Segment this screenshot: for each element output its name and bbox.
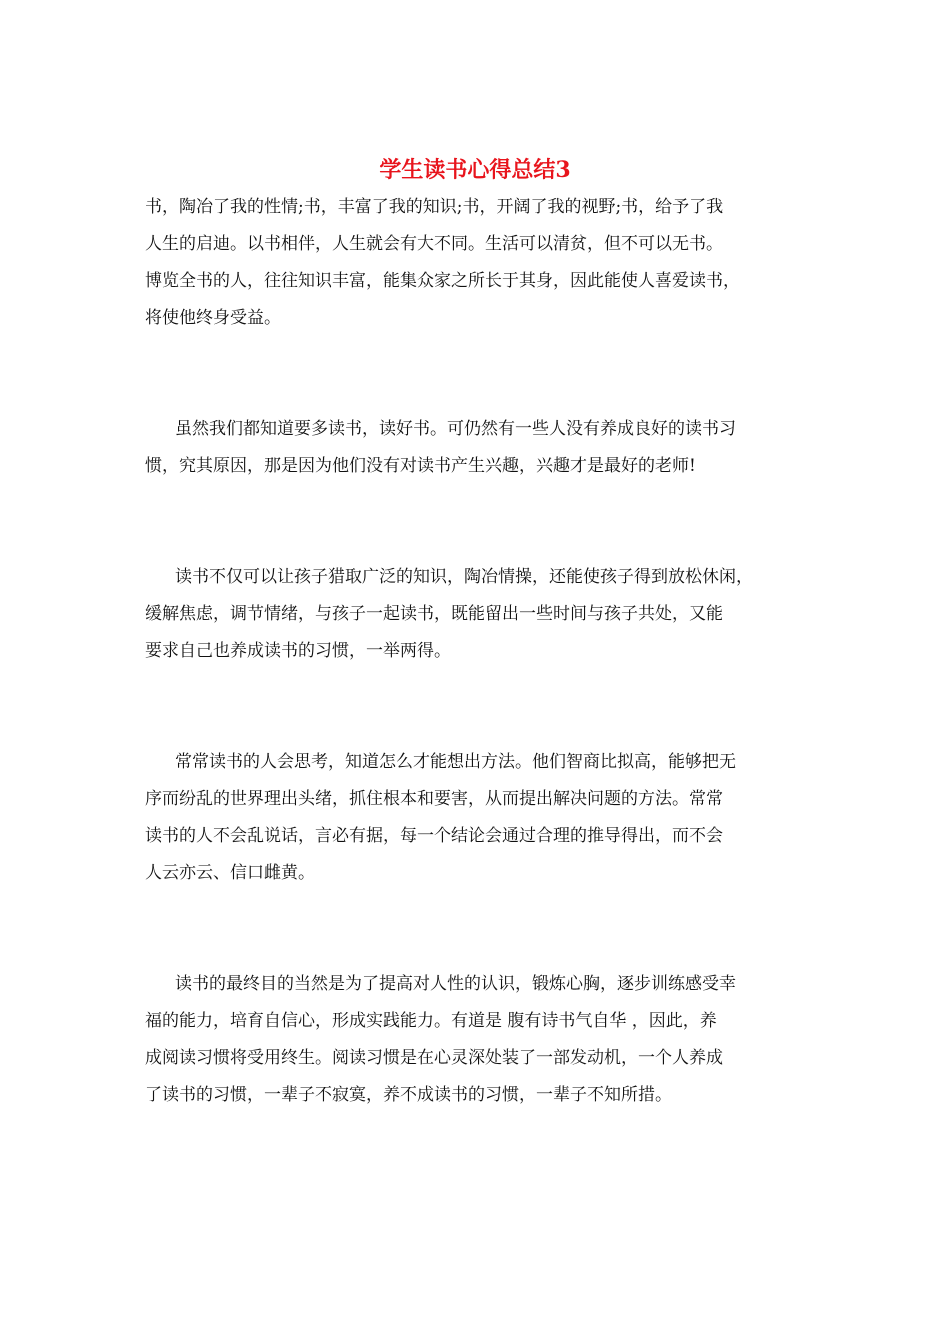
document-body xyxy=(145,189,805,1114)
text-line: 将使他终身受益。 xyxy=(145,308,281,328)
text-line: 常常读书的人会思考，知道怎么才能想出方法。他们智商比拟高，能够把无 xyxy=(175,752,736,772)
text-line: 书，陶冶了我的性情;书，丰富了我的知识;书，开阔了我的视野;书，给予了我 xyxy=(145,197,724,217)
text-line: 惯，究其原因，那是因为他们没有对读书产生兴趣，兴趣才是最好的老师! xyxy=(145,456,696,476)
text-line: 人生的启迪。以书相伴，人生就会有大不同。生活可以清贫，但不可以无书。 xyxy=(145,234,723,254)
text-line: 缓解焦虑，调节情绪，与孩子一起读书，既能留出一些时间与孩子共处，又能 xyxy=(145,604,723,624)
paragraph-4 xyxy=(145,744,805,892)
paragraph-1 xyxy=(145,189,805,337)
text-line: 福的能力，培育自信心，形成实践能力。有道是 腹有诗书气自华 ，因此，养 xyxy=(145,1011,717,1031)
paragraph-5 xyxy=(145,966,805,1114)
paragraph-3 xyxy=(145,559,805,670)
text-line: 成阅读习惯将受用终生。阅读习惯是在心灵深处装了一部发动机，一个人养成 xyxy=(145,1048,723,1068)
paragraph-2 xyxy=(145,411,805,485)
text-line: 序而纷乱的世界理出头绪，抓住根本和要害，从而提出解决问题的方法。常常 xyxy=(145,789,723,809)
text-line: 读书的人不会乱说话，言必有据，每一个结论会通过合理的推导得出，而不会 xyxy=(145,826,723,846)
text-line: 人云亦云、信口雌黄。 xyxy=(145,863,315,883)
text-line: 博览全书的人，往往知识丰富，能集众家之所长于其身，因此能使人喜爱读书， xyxy=(145,271,740,291)
text-line: 读书的最终目的当然是为了提高对人性的认识，锻炼心胸，逐步训练感受幸 xyxy=(175,974,736,994)
page-title: 学生读书心得总结3 xyxy=(379,157,571,183)
text-line: 要求自己也养成读书的习惯，一举两得。 xyxy=(145,641,451,661)
text-line: 读书不仅可以让孩子猎取广泛的知识，陶冶情操，还能使孩子得到放松休闲， xyxy=(175,567,753,587)
text-line: 了读书的习惯，一辈子不寂寞，养不成读书的习惯，一辈子不知所措。 xyxy=(145,1085,672,1105)
text-line: 虽然我们都知道要多读书，读好书。可仍然有一些人没有养成良好的读书习 xyxy=(175,419,736,439)
